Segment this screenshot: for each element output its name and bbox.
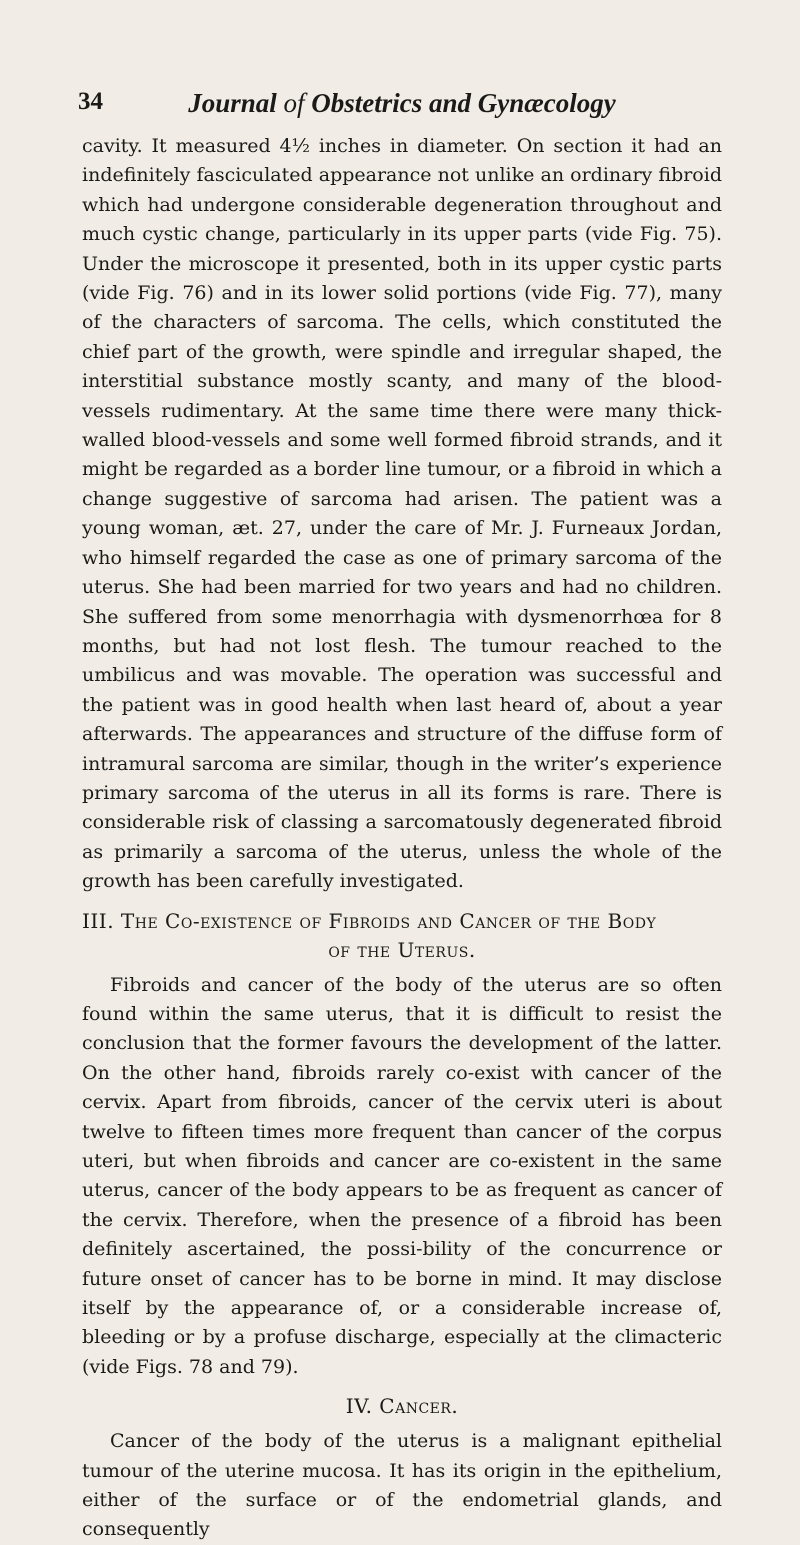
running-title-part1: Journal [188, 88, 277, 118]
running-title-part2: Obstetrics and Gynæcology [311, 88, 616, 118]
running-header [78, 88, 722, 128]
section-heading-iii-line2: of the Uterus. [328, 937, 476, 962]
paragraph-2: Fibroids and cancer of the body of the uterus are so often found within the same uterus, that it is difficult to resist the conclusion that the former favours the development of the latter. On the other hand, fibroids rarely co-exist with cancer of the cervix. Apart from fibroids, cancer of the cervix uteri is about twelve to fifteen times more frequent than cancer of the corpus uteri, but when fibroids and cancer are co-existent in the same uterus, cancer of the body appears to be as frequent as cancer of the cervix. Therefore, when the presence of a fibroid has been definitely ascertained, the possi-bility of the concurrence or future onset of cancer has to be borne in mind. It may disclose itself by the appearance of, or a considerable increase of, bleeding or by a profuse discharge, especially at the climacteric (vide Figs. 78 and 79). [82, 973, 722, 1378]
section-heading-iv [82, 1392, 722, 1421]
section-heading-iii-line1: III. The Co-existence of Fibroids and Cancer of the Body [82, 908, 657, 933]
section-heading-iii [82, 907, 722, 965]
page-number: 34 [78, 88, 103, 115]
running-title [82, 88, 722, 119]
paragraph-1: cavity. It measured 4½ inches in diameter. On section it had an indefinitely fasciculated appearance not unlike an ordinary fibroid which had undergone considerable degeneration throughout and much cystic change, particularly in its upper parts (vide Fig. 75). Under the microscope it presented, both in its upper cystic parts (vide Fig. 76) and in its lower solid portions (vide Fig. 77), many of the characters of sarcoma. The cells, which constituted the chief part of the growth, were spindle and irregular shaped, the interstitial substance mostly scanty, and many of the blood-vessels rudimentary. At the same time there were many thick-walled blood-vessels and some well formed fibroid strands, and it might be regarded as a border line tumour, or a fibroid in which a change suggestive of sarcoma had arisen. The patient was a young woman, æt. 27, under the care of Mr. J. Furneaux Jordan, who himself regarded the case as one of primary sarcoma of the uterus. She had been married for two years and had no children. She suffered from some menorrhagia with dysmenorrhœa for 8 months, but had not lost flesh. The tumour reached to the umbilicus and was movable. The operation was successful and the patient was in good health when last heard of, about a year afterwards. The appearances and structure of the diffuse form of intramural sarcoma are similar, though in the writer’s experience primary sarcoma of the uterus in all its forms is rare. There is considerable risk of classing a sarcomatously degenerated fibroid as primarily a sarcoma of the uterus, unless the whole of the growth has been carefully investigated. [82, 135, 722, 893]
running-title-of: of [283, 88, 305, 118]
paragraph-3: Cancer of the body of the uterus is a malignant epithelial tumour of the uterine mucosa. It has its origin in the epithelium, either of the surface or of the endometrial glands, and consequently [82, 1430, 722, 1541]
section-heading-iv-text: IV. Cancer. [345, 1394, 459, 1419]
